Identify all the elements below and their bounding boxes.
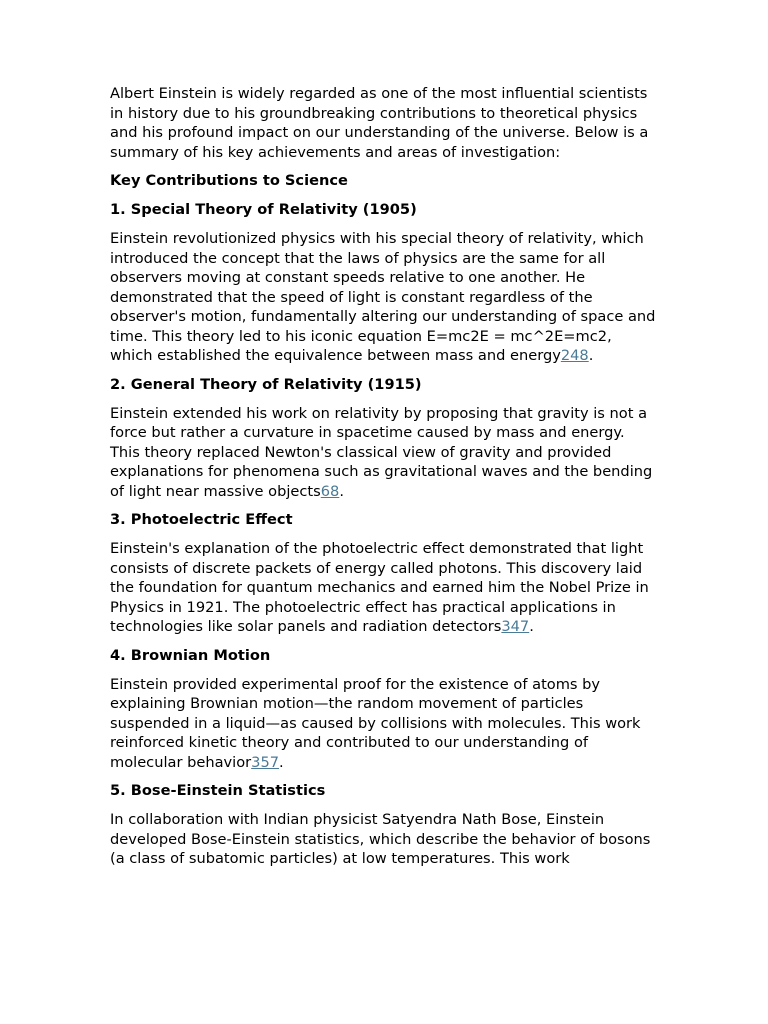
paragraph-text: Einstein extended his work on relativity by proposing that gravity is not a force but rather a curvature in spacetime caused by mass and energy. This theory replaced Newton's classical view of gravity and provided explanations for phenomena such as gravitational waves and the bending of light near massive objects bbox=[110, 404, 653, 500]
citation-link[interactable]: 357 bbox=[251, 753, 280, 771]
paragraph-end: . bbox=[339, 482, 344, 500]
section-title: Key Contributions to Science bbox=[110, 172, 348, 189]
paragraph-end: . bbox=[588, 347, 594, 364]
paragraph-general-relativity bbox=[110, 404, 658, 502]
citation-link[interactable]: 248 bbox=[560, 347, 589, 364]
paragraph-brownian-motion bbox=[110, 675, 658, 773]
heading-general-relativity: 2. General Theory of Relativity (1915) bbox=[110, 375, 422, 393]
citation-link[interactable]: 68 bbox=[320, 482, 340, 500]
paragraph-text: Einstein revolutionized physics with his special theory of relativity, which introduced the concept that the laws of physics are the same for all observers moving at constant speeds relative to one another. He demonstrated that the speed of light is constant regardless of the observer's motion, fundamentally altering our understanding of space and time. This theory led to his iconic equation E=mc2E = mc^2E=mc2, which established the equivalence between mass and energy bbox=[110, 230, 656, 364]
paragraph-text: Einstein provided experimental proof for the existence of atoms by explaining Brownian motion—the random movement of particles suspended in a liquid—as caused by collisions with molecules. This work reinforced kinetic theory and contributed to our understanding of molecular behavior bbox=[110, 675, 641, 771]
paragraph-photoelectric-effect bbox=[110, 539, 658, 637]
heading-special-relativity: 1. Special Theory of Relativity (1905) bbox=[110, 201, 417, 218]
paragraph-text: In collaboration with Indian physicist Satyendra Nath Bose, Einstein developed Bose-Einstein statistics, which describe the behavior of bosons (a class of subatomic particles) at low temperatures. This work bbox=[110, 811, 651, 867]
paragraph-text: Einstein's explanation of the photoelectric effect demonstrated that light consists of discrete packets of energy called photons. This discovery laid the foundation for quantum mechanics and earned him the Nobel Prize in Physics in 1921. The photoelectric effect has practical applications in technologies like solar panels and radiation detectors bbox=[110, 540, 649, 635]
heading-photoelectric-effect: 3. Photoelectric Effect bbox=[110, 511, 293, 528]
heading-brownian-motion: 4. Brownian Motion bbox=[110, 646, 271, 664]
heading-bose-einstein-statistics: 5. Bose-Einstein Statistics bbox=[110, 782, 326, 799]
paragraph-bose-einstein-statistics bbox=[110, 810, 658, 869]
paragraph-special-relativity bbox=[110, 229, 658, 366]
citation-link[interactable]: 347 bbox=[501, 618, 530, 635]
paragraph-end: . bbox=[279, 753, 284, 771]
paragraph-end: . bbox=[529, 618, 534, 635]
intro-paragraph: Albert Einstein is widely regarded as one of the most influential scientists in history due to his groundbreaking contributions to theoretical physics and his profound impact on our understanding of the universe. Below is a summary of his key achievements and areas of investigation: bbox=[110, 85, 649, 161]
